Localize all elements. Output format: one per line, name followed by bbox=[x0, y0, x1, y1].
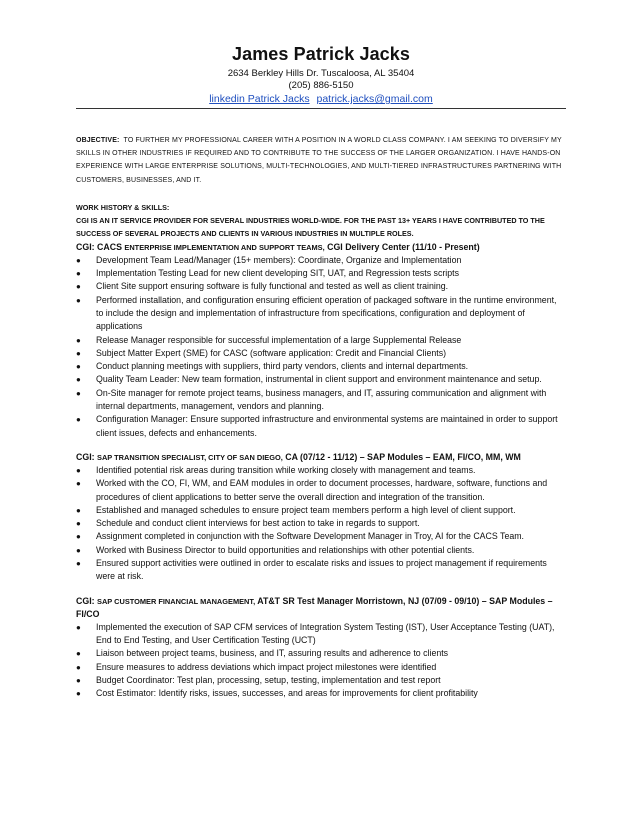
list-item: ● Quality Team Leader: New team formation, instrumental in client support and environment maintenance and setup. bbox=[76, 373, 566, 386]
role-title bbox=[76, 241, 566, 254]
list-item: ● Implemented the execution of SAP CFM services of Integration System Testing (IST), User Acceptance Testing (UAT), End to End Testing, and User Certification Testing (UCT) bbox=[76, 621, 566, 648]
list-item: ● Implementation Testing Lead for new client developing SIT, UAT, and Regression tests scripts bbox=[76, 267, 566, 280]
role-company: CGI: bbox=[76, 451, 95, 462]
candidate-name: James Patrick Jacks bbox=[231, 44, 411, 64]
role-title bbox=[76, 595, 566, 621]
list-item: ● Worked with Business Director to build opportunities and relationships with other potential clients. bbox=[76, 544, 566, 557]
phone-number: (205) 886-5150 bbox=[288, 80, 354, 91]
address: 2634 Berkley Hills Dr. Tuscaloosa, AL 35404 bbox=[227, 68, 415, 79]
list-item: ● Release Manager responsible for successful implementation of a large Supplemental Release bbox=[76, 334, 566, 347]
objective-text: TO FURTHER MY PROFESSIONAL CAREER WITH A POSITION IN A WORLD CLASS COMPANY. I AM SEEKING TO DIVERSIFY MY SKILLS IN OTHER INDUSTRIES IF REQUIRED AND TO CONTRIBUTE TO THE SUCCESS OF THE LARGER ORGANIZATION. I HAVE HANDS-ON EXPERIENCE WITH LARGE ENTERPRISE SOLUTIONS, MULTI-TECHNOLOGIES, AND MULTI-TIERED INFRASTRUCTURES PARTNERING WITH CUSTOMERS, BUSINESSES, AND IT. bbox=[76, 137, 562, 184]
role-bullet-list bbox=[76, 464, 566, 584]
list-item: ● Configuration Manager: Ensure supported infrastructure and environmental systems are maintained in order to support client issues, defects and enhancements. bbox=[76, 413, 566, 440]
list-item: ● Ensure measures to address deviations which impact project milestones were identified bbox=[76, 661, 566, 674]
list-item: ● Ensured support activities were outlined in order to escalate risks and issues to project management if requirements were at risk. bbox=[76, 557, 566, 584]
linkedin-link[interactable]: linkedin Patrick Jacks bbox=[209, 93, 310, 105]
list-item: ● Cost Estimator: Identify risks, issues, successes, and areas for improvements for client profitability bbox=[76, 687, 566, 700]
role-position: SAP TRANSITION SPECIALIST, CITY OF SAN DIEGO, bbox=[97, 452, 283, 462]
list-item: ● Performed installation, and configuration ensuring efficient operation of packaged software in the runtime environment, to include the design and implementation of infrastructure from specifications, configuration and deployment of applications bbox=[76, 294, 566, 334]
email-link[interactable]: patrick.jacks@gmail.com bbox=[316, 93, 433, 105]
list-item: ● Identified potential risk areas during transition while working closely with management and teams. bbox=[76, 464, 566, 477]
role-bullet-list bbox=[76, 254, 566, 440]
list-item: ● Established and managed schedules to ensure project team members perform a high level of client support. bbox=[76, 504, 566, 517]
role-company: CGI: bbox=[76, 595, 95, 606]
role-details: CGI Delivery Center (11/10 - Present) bbox=[327, 241, 480, 252]
role-position: ENTERPRISE IMPLEMENTATION AND SUPPORT TEAMS, bbox=[124, 242, 325, 252]
role-title bbox=[76, 451, 566, 464]
role-company: CGI: CACS bbox=[76, 241, 122, 252]
role-bullet-list bbox=[76, 621, 566, 701]
objective-section bbox=[76, 134, 566, 187]
role-details: AT&T SR Test Manager Morristown, NJ (07/09 - 09/10) – SAP Modules – FI/CO bbox=[76, 595, 553, 619]
list-item: ● Conduct planning meetings with suppliers, third party vendors, clients and internal departments. bbox=[76, 360, 566, 373]
list-item: ● Schedule and conduct client interviews for best action to take in regards to support. bbox=[76, 517, 566, 530]
resume-header bbox=[76, 0, 566, 106]
list-item: ● Worked with the CO, FI, WM, and EAM modules in order to document processes, hardware, software, functions and procedures of client applications to better serve the overall direction and integration of the transition. bbox=[76, 477, 566, 504]
header-divider bbox=[76, 108, 566, 109]
contact-links bbox=[76, 93, 566, 106]
list-item: ● Liaison between project teams, business, and IT, assuring results and adherence to clients bbox=[76, 647, 566, 660]
list-item: ● Budget Coordinator: Test plan, processing, setup, testing, implementation and test report bbox=[76, 674, 566, 687]
list-item: ● Assignment completed in conjunction with the Software Development Manager in Troy, AI for the CACS Team. bbox=[76, 530, 566, 543]
list-item: ● Client Site support ensuring software is fully functional and tested as well as client training. bbox=[76, 280, 566, 293]
objective-label: OBJECTIVE: bbox=[76, 137, 120, 144]
work-history-intro: CGI IS AN IT SERVICE PROVIDER FOR SEVERAL INDUSTRIES WORLD-WIDE. FOR THE PAST 13+ YEARS I HAVE CONTRIBUTED TO THE SUCCESS OF SEVERAL PROJECTS AND CLIENTS IN VARIOUS INDUSTRIES IN MULTIPLE ROLES. bbox=[76, 215, 545, 238]
role-details: CA (07/12 - 11/12) – SAP Modules – EAM, FI/CO, MM, WM bbox=[285, 451, 521, 462]
list-item: ● Subject Matter Expert (SME) for CASC (software application: Credit and Financial Clients) bbox=[76, 347, 566, 360]
list-item: ● Development Team Lead/Manager (15+ members): Coordinate, Organize and Implementation bbox=[76, 254, 566, 267]
role-position: SAP CUSTOMER FINANCIAL MANAGEMENT, bbox=[97, 596, 256, 606]
list-item: ● On-Site manager for remote project teams, business managers, and IT, assuring communication and alignment with internal departments, management, vendors and planning. bbox=[76, 387, 566, 414]
work-history-heading: WORK HISTORY & SKILLS: bbox=[76, 202, 170, 212]
